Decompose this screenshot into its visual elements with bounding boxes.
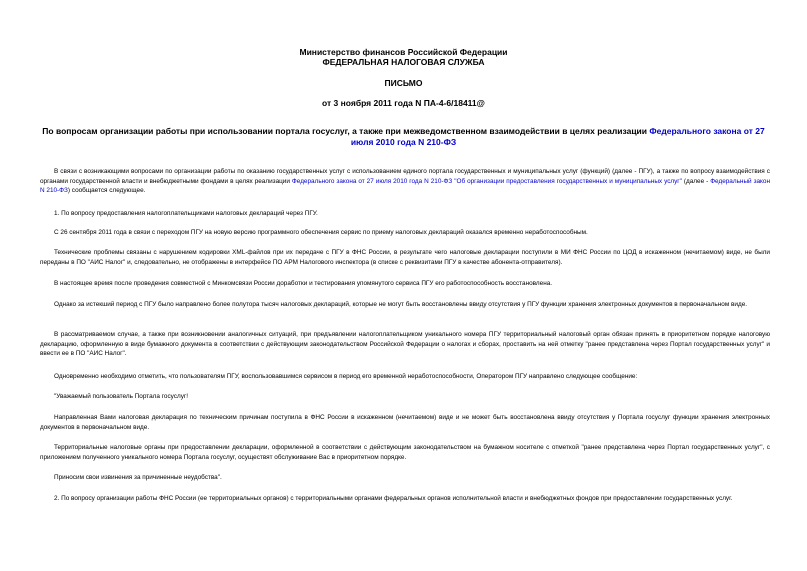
paragraph-11	[40, 443, 770, 462]
p7-text: В рассматриваемом случае, а также при возникновении аналогичных ситуаций, при предъявлении налогоплательщиком уникального номера ПГУ территориальный налоговый орган обязан принять в приоритетном порядке налоговую декларацию, оформленную в виде бумажного документа в соответствии с действующим законодательством Российской Федерации о налогах и сборах, проставить на ней отметку "ранее представлена через Портал государственных услуг" и ввести ее в ПО "АИС Налог".	[40, 331, 770, 357]
p1-text-1: В связи с возникающими вопросами по организации работы по оказанию государственных услуг с использованием единого портала государственных и муниципальных услуг (функций) (далее - ПГУ), а также по вопросу взаимодействия с органами государственной власти и внебюджетными фондами в целях реализации	[40, 168, 770, 185]
p1-law-short-link[interactable]: Федеральный закон N 210-ФЗ	[40, 177, 770, 194]
p4-text: Технические проблемы связаны с нарушением кодировки XML-файлов при их передаче с ПГУ в ФНС России, в результате чего налоговые декларации поступили в МИ ФНС России по ЦОД в искаженном (нечитаемом) виде, не были переданы в ПО "АИС Налог" и, следовательно, не отображены в интерфейсе ПО АРМ Налогового инспектора (в списке с реквизитами ПГУ в качестве абонента-отправителя).	[40, 249, 770, 266]
paragraph-4	[40, 248, 770, 267]
paragraph-12	[40, 473, 770, 483]
title-text: По вопросам организации работы при использовании портала госуслуг, а также при межведомственном взаимодействии в целях реализации	[42, 126, 650, 136]
p6-text: Однако за истекший период с ПГУ было направлено более полутора тысяч налоговых деклараций, которые не могут быть восстановлены ввиду отсутствия у ПГУ функции хранения электронных документов в первоначальном виде.	[54, 301, 748, 308]
document-title	[40, 126, 767, 148]
paragraph-8	[40, 372, 770, 382]
p11-text: Территориальные налоговые органы при предоставлении декларации, оформленной в соответствии с действующим законодательством на бумажном носителе с отметкой "ранее представлена через Портал государственных услуг", с приложением полученного уникального номера Портала госуслуг, осуществят обслуживание Вас в приоритетном порядке.	[40, 444, 770, 461]
ministry-name: Министерство финансов Российской Федерации	[299, 47, 508, 57]
paragraph-6	[40, 300, 770, 310]
document-type: ПИСЬМО	[384, 78, 423, 88]
p13-text: 2. По вопросу организации работы ФНС России (ее территориальных органов) с территориальными органами федеральных органов исполнительной власти и внебюджетных фондов при предоставлении государственных услуг.	[54, 495, 733, 502]
p5-text: В настоящее время после проведения совместной с Минкомсвязи России доработки и тестирования упомянутого сервиса ПГУ его работоспособность восстановлена.	[54, 280, 553, 287]
paragraph-2	[40, 209, 770, 219]
paragraph-3	[40, 228, 770, 238]
paragraph-5	[40, 279, 770, 289]
paragraph-9	[40, 392, 770, 402]
p1-text-2: (далее -	[681, 177, 711, 185]
p3-text: С 26 сентября 2011 года в связи с переходом ПГУ на новую версию программного обеспечения сервис по приему налоговых деклараций оказался временно неработоспособным.	[54, 229, 588, 236]
title-law-link[interactable]: Федерального закона от 27 июля 2010 года N 210-ФЗ	[350, 126, 765, 147]
p9-text: "Уважаемый пользователь Портала госуслуг!	[54, 393, 188, 400]
paragraph-1	[40, 167, 770, 196]
paragraph-13	[40, 494, 770, 504]
p12-text: Приносим свои извинения за причиненные неудобства".	[54, 474, 222, 481]
p1-text-3: ) сообщается следующее.	[67, 187, 146, 194]
document-date-number: от 3 ноября 2011 года N ПА-4-6/18411@	[322, 98, 485, 108]
p10-text: Направленная Вами налоговая декларация по техническим причинам поступила в ФНС России в искаженном (нечитаемом) виде и не может быть восстановлена ввиду отсутствия у Портала госуслуг функции хранения электронных документов в первоначальном виде.	[40, 414, 770, 431]
p8-text: Одновременно необходимо отметить, что пользователям ПГУ, воспользовавшимся сервисом в период его временной неработоспособности, Оператором ПГУ направлено следующее сообщение:	[54, 373, 638, 380]
paragraph-10	[40, 413, 770, 432]
paragraph-7	[40, 330, 770, 359]
service-name: ФЕДЕРАЛЬНАЯ НАЛОГОВАЯ СЛУЖБА	[322, 57, 485, 67]
p1-law-link[interactable]: Федерального закона от 27 июля 2010 года N 210-ФЗ "Об организации предоставления государственных и муниципальных услуг"	[291, 177, 682, 185]
p2-text: 1. По вопросу предоставления налогоплательщиками налоговых деклараций через ПГУ.	[54, 210, 318, 217]
